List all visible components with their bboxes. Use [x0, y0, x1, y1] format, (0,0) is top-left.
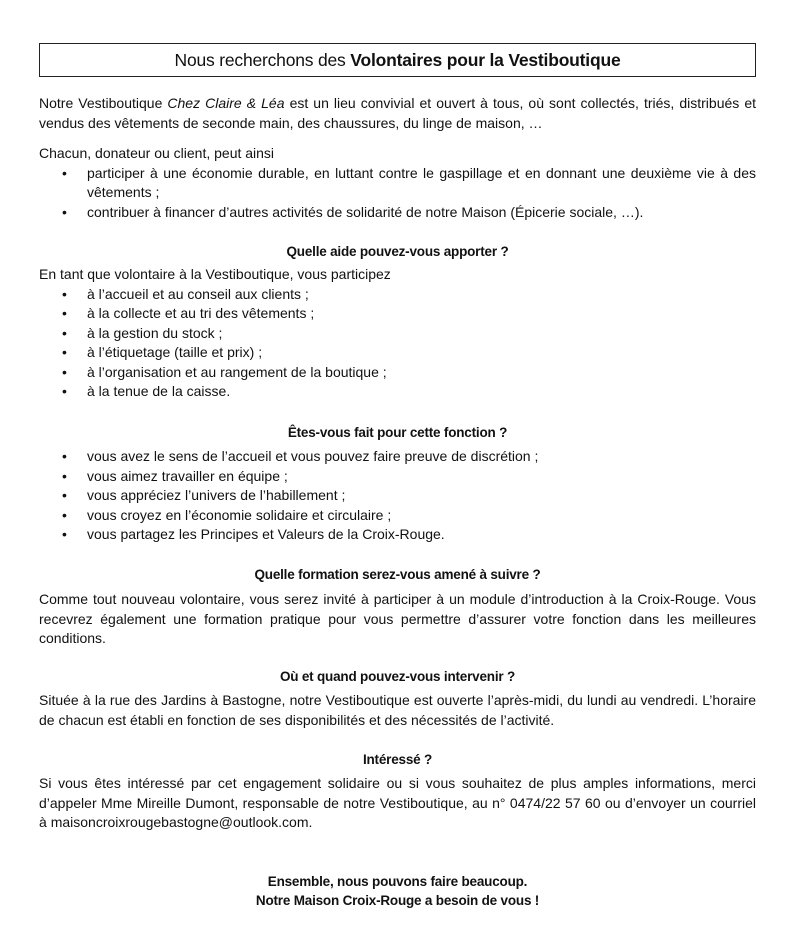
intro-text-1: Notre Vestiboutique — [39, 95, 168, 111]
bullet-icon: • — [62, 344, 67, 360]
list-item-text: contribuer à financer d’autres activités de solidarité de notre Maison (Épicerie sociale, …). — [87, 203, 644, 220]
title-bold: Volontaires pour la Vestiboutique — [350, 50, 621, 70]
list-item-text: à l’accueil et au conseil aux clients ; — [87, 285, 309, 302]
title-prefix: Nous recherchons des — [174, 50, 351, 70]
training-heading: Quelle formation serez-vous amené à suivre ? — [254, 567, 541, 582]
list-item-text: vous partagez les Principes et Valeurs de la Croix-Rouge. — [87, 526, 445, 542]
list-item-text: à l’étiquetage (taille et prix) ; — [87, 344, 263, 360]
list-item — [39, 447, 756, 467]
bullet-icon: • — [62, 467, 67, 484]
list-item-text: à la tenue de la caisse. — [87, 383, 231, 399]
bullet-icon: • — [62, 203, 67, 220]
benefits-list — [39, 164, 756, 223]
list-item — [39, 486, 756, 506]
training-paragraph: Comme tout nouveau volontaire, vous serez invité à participer à un module d’introduction à la Croix-Rouge. Vous recevrez également une formation pratique pour vous permettre d’assurer votre fonction dans les meilleures conditions. — [39, 591, 756, 646]
list-item-text: vous appréciez l’univers de l’habillement ; — [87, 487, 346, 503]
bullet-icon: • — [62, 506, 67, 523]
list-item — [39, 285, 756, 305]
list-item-text: à la collecte et au tri des vêtements ; — [87, 305, 315, 321]
interested-paragraph — [39, 774, 756, 833]
list-item — [39, 363, 756, 383]
title-box — [39, 43, 756, 77]
fit-section — [39, 447, 756, 545]
help-list — [39, 285, 756, 402]
list-item-text: vous avez le sens de l’accueil et vous pouvez faire preuve de discrétion ; — [87, 448, 539, 464]
list-item — [39, 525, 756, 545]
intro-paragraph — [39, 94, 756, 133]
help-heading: Quelle aide pouvez-vous apporter ? — [286, 244, 509, 259]
bullet-icon: • — [62, 164, 67, 181]
bullet-icon: • — [62, 305, 67, 321]
bullet-icon: • — [62, 285, 67, 302]
list-item-text: vous croyez en l’économie solidaire et circulaire ; — [87, 506, 392, 523]
bullet-icon: • — [62, 448, 67, 464]
list-item — [39, 324, 756, 344]
contact-email[interactable]: maisoncroixrougebastogne@outlook.com — [50, 814, 309, 830]
bullet-icon: • — [62, 324, 67, 341]
shop-name: Chez Claire & Léa — [167, 95, 285, 111]
closing-line-1: Ensemble, nous pouvons faire beaucoup. — [267, 874, 528, 889]
list-item-text: participer à une économie durable, en luttant contre le gaspillage et en donnant une deuxième vie à des vêtements ; — [87, 164, 756, 200]
list-item-text: à la gestion du stock ; — [87, 324, 223, 341]
interested-text-end: . — [308, 814, 313, 830]
bullet-icon: • — [62, 363, 67, 380]
fit-list — [39, 447, 756, 545]
interested-text: Si vous êtes intéressé par cet engagement solidaire ou si vous souhaitez de plus amples informations, merci d’appeler Mme Mireille Dumont, responsable de notre Vestiboutique, au n° 0474/22 57 60 ou d’envoyer un courriel à — [39, 775, 756, 830]
list-item — [39, 304, 756, 324]
benefits-section — [39, 144, 756, 222]
list-item-text: à l’organisation et au rangement de la boutique ; — [87, 363, 387, 380]
list-item — [39, 203, 756, 223]
list-item-text: vous aimez travailler en équipe ; — [87, 467, 288, 484]
list-item — [39, 382, 756, 402]
list-item — [39, 467, 756, 487]
benefits-lead: Chacun, donateur ou client, peut ainsi — [39, 145, 275, 161]
intro-text-2: est un lieu convivial et ouvert à tous, où sont collectés, triés, distribués et vendus des vêtements de seconde main, des chaussures, du linge de maison, … — [39, 95, 756, 131]
bullet-icon: • — [62, 526, 67, 542]
help-section — [39, 265, 756, 402]
where-heading: Où et quand pouvez-vous intervenir ? — [279, 669, 516, 684]
where-paragraph: Située à la rue des Jardins à Bastogne, notre Vestiboutique est ouverte l’après-midi, du lundi au vendredi. L’horaire de chacun est établi en fonction de ses disponibilités et des nécessités de l’activité. — [39, 692, 756, 728]
list-item — [39, 343, 756, 363]
bullet-icon: • — [62, 487, 67, 503]
fit-heading: Êtes-vous fait pour cette fonction ? — [287, 425, 508, 440]
interested-heading: Intéressé ? — [362, 752, 433, 767]
closing-line-2: Notre Maison Croix-Rouge a besoin de vous ! — [255, 893, 540, 908]
list-item — [39, 164, 756, 203]
bullet-icon: • — [62, 383, 67, 399]
list-item — [39, 506, 756, 526]
help-lead: En tant que volontaire à la Vestiboutique, vous participez — [39, 266, 391, 282]
